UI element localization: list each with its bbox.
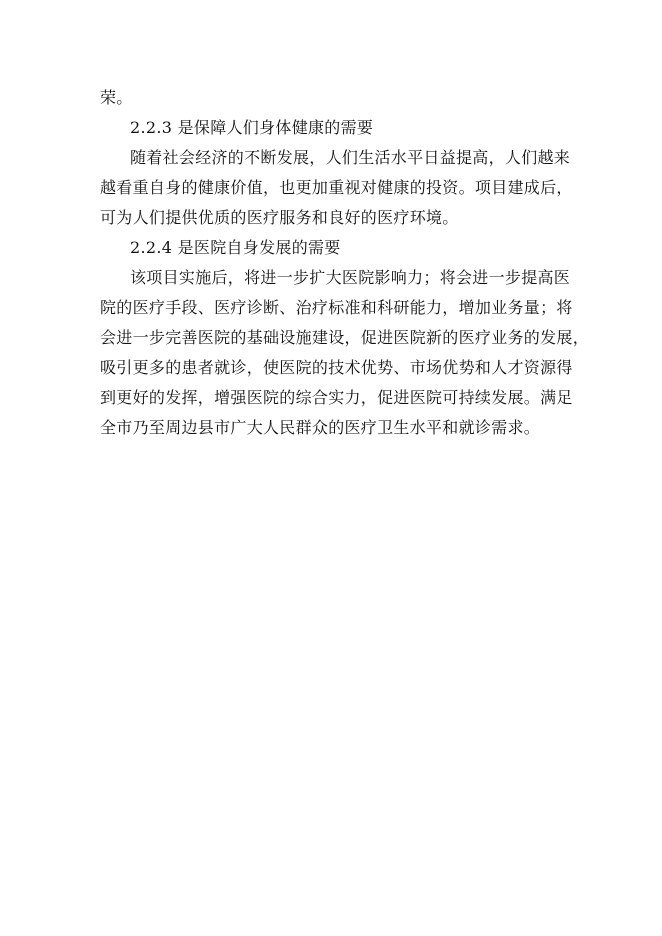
paragraph-line: 随着社会经济的不断发展，人们生活水平日益提高，人们越来: [130, 148, 571, 167]
section-heading-2-2-4: 2.2.4 是医院自身发展的需要: [130, 238, 341, 257]
paragraph-line: 吸引更多的患者就诊，使医院的技术优势、市场优势和人才资源得: [100, 358, 573, 377]
continuation-line: 荣。: [100, 88, 133, 107]
paragraph-line: 会进一步完善医院的基础设施建设，促进医院新的医疗业务的发展，: [100, 328, 590, 347]
paragraph-line: 全市乃至周边县市广大人民群众的医疗卫生水平和就诊需求。: [100, 418, 541, 437]
paragraph-line: 越看重自身的健康价值，也更加重视对健康的投资。项目建成后，: [100, 178, 573, 197]
body-text: [100, 83, 590, 443]
paragraph-line: 可为人们提供优质的医疗服务和良好的医疗环境。: [100, 208, 459, 227]
section-heading-2-2-3: 2.2.3 是保障人们身体健康的需要: [130, 118, 374, 137]
paragraph-line: 院的医疗手段、医疗诊断、治疗标准和科研能力，增加业务量；将: [100, 298, 573, 317]
paragraph-line: 到更好的发挥，增强医院的综合实力，促进医院可持续发展。满足: [100, 388, 573, 407]
paragraph-line: 该项目实施后，将进一步扩大医院影响力；将会进一步提高医: [130, 268, 571, 287]
